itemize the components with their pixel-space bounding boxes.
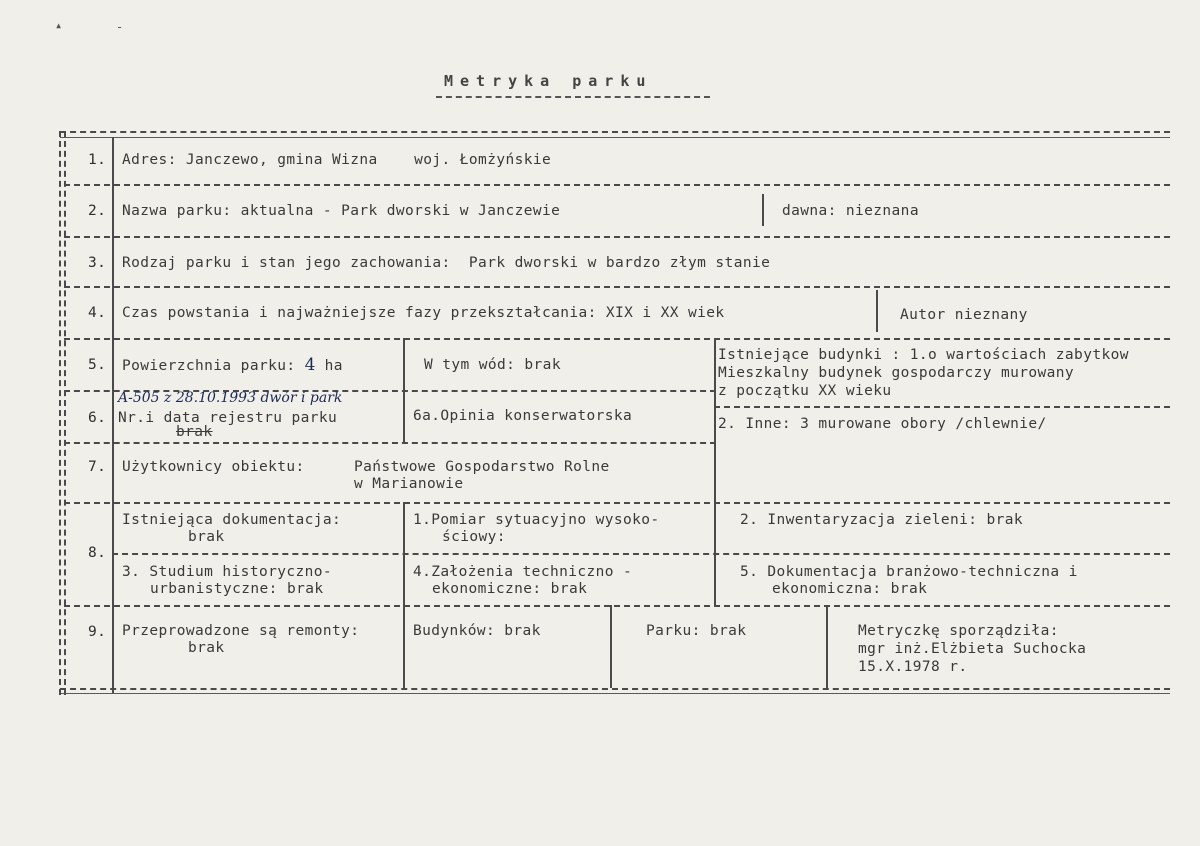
- cell-divider: [714, 502, 716, 605]
- table-border-bottom-inner: [60, 693, 1170, 694]
- row-separator: [64, 286, 1170, 288]
- corner-mark: ▴: [55, 18, 63, 32]
- survey-line-1: 1.Pomiar sytuacyjno wysoko-: [413, 512, 660, 528]
- cell-divider: [762, 194, 764, 226]
- row-number: 8.: [88, 545, 107, 561]
- buildings-line-3: z początku XX wieku: [718, 383, 892, 399]
- documentation-value: brak: [188, 529, 225, 545]
- corner-mark: -: [116, 20, 124, 34]
- branch-docs-2: ekonomiczna: brak: [772, 581, 928, 597]
- greenery-inventory: 2. Inwentaryzacja zieleni: brak: [740, 512, 1024, 528]
- technical-assumptions-1: 4.Założenia techniczno -: [413, 564, 633, 580]
- cell-divider: [876, 290, 878, 332]
- park-type-text: Rodzaj parku i stan jego zachowania: Park dworski w bardzo złym stanie: [122, 255, 771, 271]
- row-separator: [64, 236, 1170, 238]
- table-border-top: [60, 131, 1170, 133]
- prepared-by-name: mgr inż.Elżbieta Suchocka: [858, 641, 1087, 657]
- cell-divider: [403, 338, 405, 442]
- users-line-1: Państwowe Gospodarstwo Rolne: [354, 459, 610, 475]
- conservation-opinion: 6a.Opinia konserwatorska: [413, 408, 633, 424]
- cell-divider: [403, 605, 405, 688]
- creation-time-text: Czas powstania i najważniejsze fazy przekształcania: XIX i XX wiek: [122, 305, 725, 321]
- area-unit: ha: [324, 358, 343, 374]
- table-border-bottom: [60, 688, 1170, 690]
- area-label-text: Powierzchnia parku:: [122, 358, 296, 374]
- users-line-2: w Marianowie: [354, 476, 464, 492]
- table-border-left-inner: [64, 131, 66, 695]
- row-number: 1.: [88, 152, 107, 168]
- row-number: 2.: [88, 203, 107, 219]
- branch-docs-1: 5. Dokumentacja branżowo-techniczna i: [740, 564, 1078, 580]
- row-separator: [714, 406, 1170, 408]
- park-renovation: Parku: brak: [646, 623, 747, 639]
- row-separator: [64, 338, 1170, 340]
- row-number: 7.: [88, 459, 107, 475]
- row-number: 6.: [88, 410, 107, 426]
- water-text: W tym wód: brak: [424, 357, 561, 373]
- area-label: [122, 357, 343, 375]
- buildings-line-2: Mieszkalny budynek gospodarczy murowany: [718, 365, 1075, 381]
- registry-label: Nr.i data rejestru parku: [118, 410, 338, 426]
- buildings-renovation: Budynków: brak: [413, 623, 541, 639]
- former-name-text: dawna: nieznana: [782, 203, 919, 219]
- page-title: Metryka parku: [444, 72, 653, 90]
- buildings-other: 2. Inne: 3 murowane obory /chlewnie/: [718, 416, 1047, 432]
- row-separator: [64, 442, 716, 444]
- cell-divider: [403, 502, 405, 605]
- row-separator: [64, 502, 1170, 504]
- number-column-divider: [112, 137, 114, 693]
- park-name-text: Nazwa parku: aktualna - Park dworski w Janczewie: [122, 203, 561, 219]
- cell-divider: [610, 605, 612, 688]
- cell-divider: [714, 338, 716, 502]
- survey-line-2: ściowy:: [442, 529, 506, 545]
- technical-assumptions-2: ekonomiczne: brak: [432, 581, 588, 597]
- table-border-left: [59, 131, 61, 695]
- users-label: Użytkownicy obiektu:: [122, 459, 305, 475]
- handwritten-registry-note: A-505 z 28.10.1993 dwór i park: [118, 390, 343, 406]
- row-number: 5.: [88, 357, 107, 373]
- historical-study-1: 3. Studium historyczno-: [122, 564, 332, 580]
- prepared-by-label: Metryczkę sporządziła:: [858, 623, 1059, 639]
- documentation-label: Istniejąca dokumentacja:: [122, 512, 342, 528]
- historical-study-2: urbanistyczne: brak: [150, 581, 324, 597]
- area-value: 4: [304, 355, 316, 375]
- row-number: 4.: [88, 305, 107, 321]
- buildings-line-1: Istniejące budynki : 1.o wartościach zabytkow: [718, 347, 1129, 363]
- table-border-top-inner: [60, 137, 1170, 138]
- cell-divider: [826, 605, 828, 688]
- renovations-value: brak: [188, 640, 225, 656]
- prepared-date: 15.X.1978 r.: [858, 659, 968, 675]
- title-underline: [436, 96, 710, 98]
- address-text: Adres: Janczewo, gmina Wizna woj. Łomżyńskie: [122, 152, 552, 168]
- row-number: 9.: [88, 624, 107, 640]
- renovations-label: Przeprowadzone są remonty:: [122, 623, 360, 639]
- row-separator: [112, 553, 1170, 555]
- row-number: 3.: [88, 255, 107, 271]
- registry-struck-value: brak: [176, 424, 213, 440]
- author-text: Autor nieznany: [900, 307, 1028, 323]
- row-separator: [64, 605, 1170, 607]
- row-separator: [64, 184, 1170, 186]
